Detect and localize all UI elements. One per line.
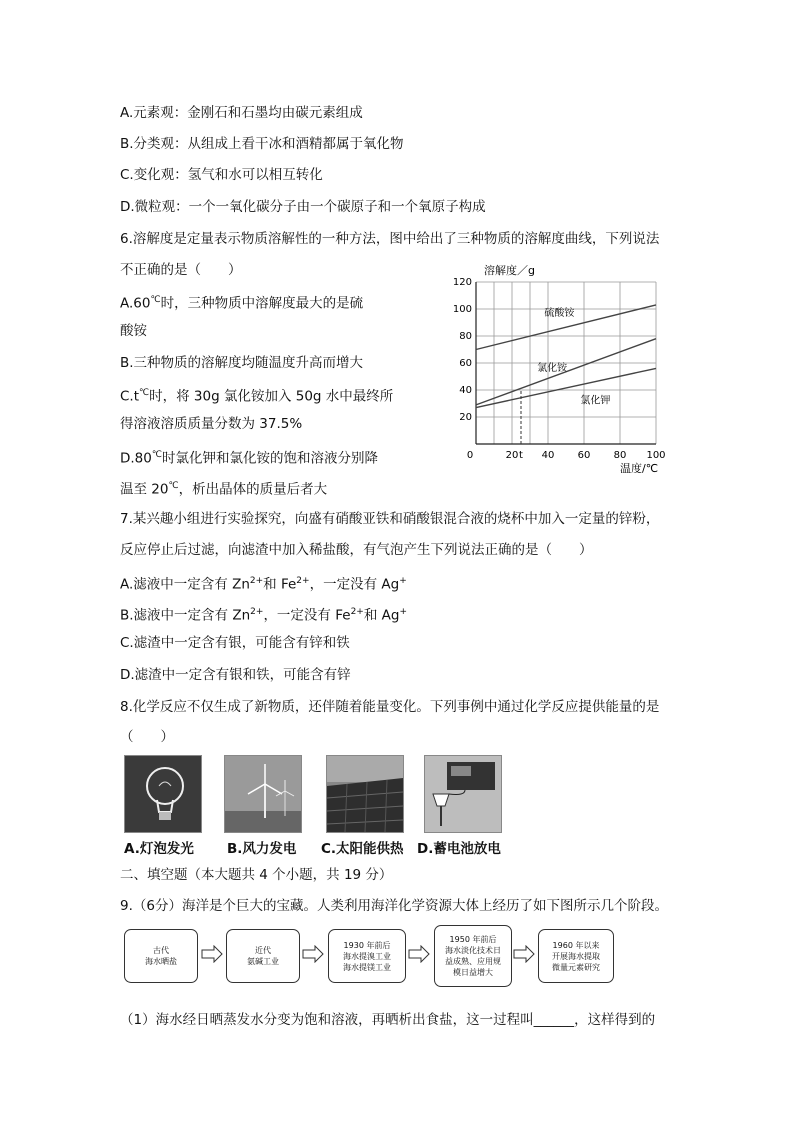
q5-option-b: B.分类观：从组成上看干冰和酒精都属于氧化物: [120, 136, 404, 152]
q7-stem-line2: 反应停止后过滤，向滤渣中加入稀盐酸，有气泡产生下列说法正确的是（ ）: [120, 542, 593, 558]
q6-c-text2: 时，将 30g 氯化铵加入 50g 水中最终所: [149, 388, 394, 405]
q7-a-t3: ，一定没有 Ag: [309, 576, 400, 593]
q6-stem-line2: 不正确的是（ ）: [120, 262, 242, 278]
flow-box-line: 益成熟、应用规: [445, 957, 501, 966]
q8-stem-line2: （ ）: [120, 729, 174, 745]
series-label: 氯化钾: [580, 395, 611, 407]
x-tick-label: 40: [541, 450, 555, 461]
flow-box-1930: [328, 929, 406, 983]
q6-option-c: [120, 384, 393, 406]
arrow-right-icon: [201, 945, 223, 963]
series-label: 氯化铵: [537, 363, 568, 375]
flow-box-line: 模日益增大: [453, 968, 493, 977]
y-tick-label: 100: [452, 304, 472, 315]
flow-box-ancient: [124, 929, 198, 983]
q7-a-s2: 2+: [296, 576, 310, 586]
q7-b-t1: B.滤液中一定含有 Zn: [120, 607, 251, 624]
flow-box-1960: [538, 929, 614, 983]
flow-box-line: 1930 年前后: [343, 940, 391, 950]
flow-box-modern: [226, 929, 300, 983]
q7-b-s2: 2+: [350, 607, 364, 617]
flow-box-line: 氨碱工业: [247, 957, 279, 966]
solubility-chart: [440, 258, 680, 473]
battery-lamp-image: [424, 755, 502, 833]
flow-box-line: 开展海水提取: [552, 951, 600, 961]
flow-box-line: 微量元素研究: [552, 962, 600, 972]
caption-a: A.灯泡发光: [124, 841, 194, 857]
caption-c: C.太阳能供热: [321, 841, 404, 857]
arrow-right-icon: [513, 945, 535, 963]
q6-option-c-cont: 得溶液溶质质量分数为 37.5%: [120, 416, 303, 432]
q6-option-b: B.三种物质的溶解度均随温度升高而增大: [120, 355, 364, 371]
q6-option-d-cont: [120, 477, 327, 499]
q9-stem: 9.（6分）海洋是个巨大的宝藏。人类利用海洋化学资源大体上经历了如下图所示几个阶段。: [120, 898, 668, 914]
light-bulb-icon: [125, 756, 201, 832]
q6-d-text4: ，析出晶体的质量后者大: [178, 481, 328, 498]
q7-option-b: [120, 603, 407, 625]
q7-a-s3: +: [399, 576, 407, 586]
flow-box-line: 1960 年以来: [552, 940, 600, 950]
q6-option-a-cont: 酸铵: [120, 323, 147, 339]
arrow-right-icon: [302, 945, 324, 963]
light-bulb-image: [124, 755, 202, 833]
q5-option-c: C.变化观：氢气和水可以相互转化: [120, 167, 323, 183]
arrow-right-icon: [408, 945, 430, 963]
q6-c-text1: C.t: [120, 388, 140, 405]
battery-icon: [425, 756, 501, 832]
q6-option-d: [120, 446, 378, 468]
flow-box-line: 古代: [153, 946, 169, 955]
wind-turbine-icon: [225, 756, 301, 832]
q8-stem-line1: 8.化学反应不仅生成了新物质，还伴随着能量变化。下列事例中通过化学反应提供能量的是: [120, 699, 660, 715]
q6-d-text3: 温至 20: [120, 481, 169, 498]
q6-a-text1: A.60: [120, 295, 151, 312]
q7-option-d: D.滤渣中一定含有银和铁，可能含有锌: [120, 667, 351, 683]
degree-symbol: ℃: [151, 450, 162, 460]
q5-option-a: A.元素观：金刚石和石墨均由碳元素组成: [120, 105, 363, 121]
x-tick-label: 60: [577, 450, 591, 461]
degree-symbol: ℃: [168, 481, 179, 491]
caption-b: B.风力发电: [227, 841, 297, 857]
q7-a-s1: 2+: [249, 576, 264, 586]
q7-a-t1: A.滤液中一定含有 Zn: [120, 576, 250, 593]
y-tick-label: 60: [459, 358, 472, 369]
flow-box-line: 海水晒盐: [145, 957, 177, 966]
q7-b-s3: +: [399, 607, 407, 617]
solar-panel-image: [326, 755, 404, 833]
q6-option-a: [120, 291, 363, 313]
q7-option-a: [120, 572, 407, 594]
wind-turbine-image: [224, 755, 302, 833]
x-tick-label: 20: [505, 450, 519, 461]
x-tick-label: 80: [613, 450, 627, 461]
flow-box-line: 海水提溴工业: [343, 951, 391, 961]
q6-d-text2: 时氯化钾和氯化铵的饱和溶液分别降: [161, 450, 378, 467]
q7-option-c: C.滤渣中一定含有银，可能含有锌和铁: [120, 635, 350, 651]
degree-symbol: ℃: [150, 295, 161, 305]
y-tick-label: 80: [459, 331, 472, 342]
x-tick-label: 0: [466, 450, 474, 461]
q9-sub-question-1: （1）海水经日晒蒸发水分变为饱和溶液，再晒析出食盐，这一过程叫______，这样得到的: [120, 1012, 656, 1028]
y-tick-label: 120: [452, 277, 472, 288]
series-line-3: [476, 368, 656, 407]
q6-a-text2: 时，三种物质中溶解度最大的是硫: [160, 295, 364, 312]
x-tick-label: 100: [646, 450, 666, 461]
y-tick-label: 40: [459, 385, 472, 396]
q6-d-text1: D.80: [120, 450, 152, 467]
x-tick-label: t: [519, 450, 523, 461]
solar-panel-icon: [327, 756, 403, 832]
flow-box-line: 1950 年前后: [449, 935, 497, 944]
q6-stem-line1: 6.溶解度是定量表示物质溶解性的一种方法，图中给出了三种物质的溶解度曲线，下列说法: [120, 231, 660, 247]
q7-stem-line1: 7.某兴趣小组进行实验探究，向盛有硝酸亚铁和硝酸银混合液的烧杯中加入一定量的锌粉，: [120, 511, 660, 527]
y-tick-label: 20: [459, 412, 472, 423]
section-2-heading: 二、填空题（本大题共 4 个小题，共 19 分）: [120, 867, 393, 883]
flow-box-1950: [434, 925, 512, 987]
q5-option-d: D.微粒观：一个一氧化碳分子由一个碳原子和一个氧原子构成: [120, 199, 486, 215]
caption-d: D.蓄电池放电: [417, 841, 501, 857]
flow-box-line: 近代: [255, 946, 271, 955]
y-axis-label: 溶解度／g: [484, 264, 535, 277]
q7-b-t3: 和 Ag: [363, 607, 400, 624]
flow-box-line: 海水提镁工业: [343, 962, 391, 972]
degree-symbol: ℃: [139, 388, 150, 398]
q7-a-t2: 和 Fe: [263, 576, 297, 593]
series-label: 硫酸铵: [544, 307, 575, 319]
flow-box-line: 海水淡化技术日: [445, 946, 501, 955]
q7-b-t2: ，一定没有 Fe: [263, 607, 351, 624]
q7-b-s1: 2+: [250, 607, 264, 617]
x-axis-label: 温度/℃: [620, 462, 659, 473]
